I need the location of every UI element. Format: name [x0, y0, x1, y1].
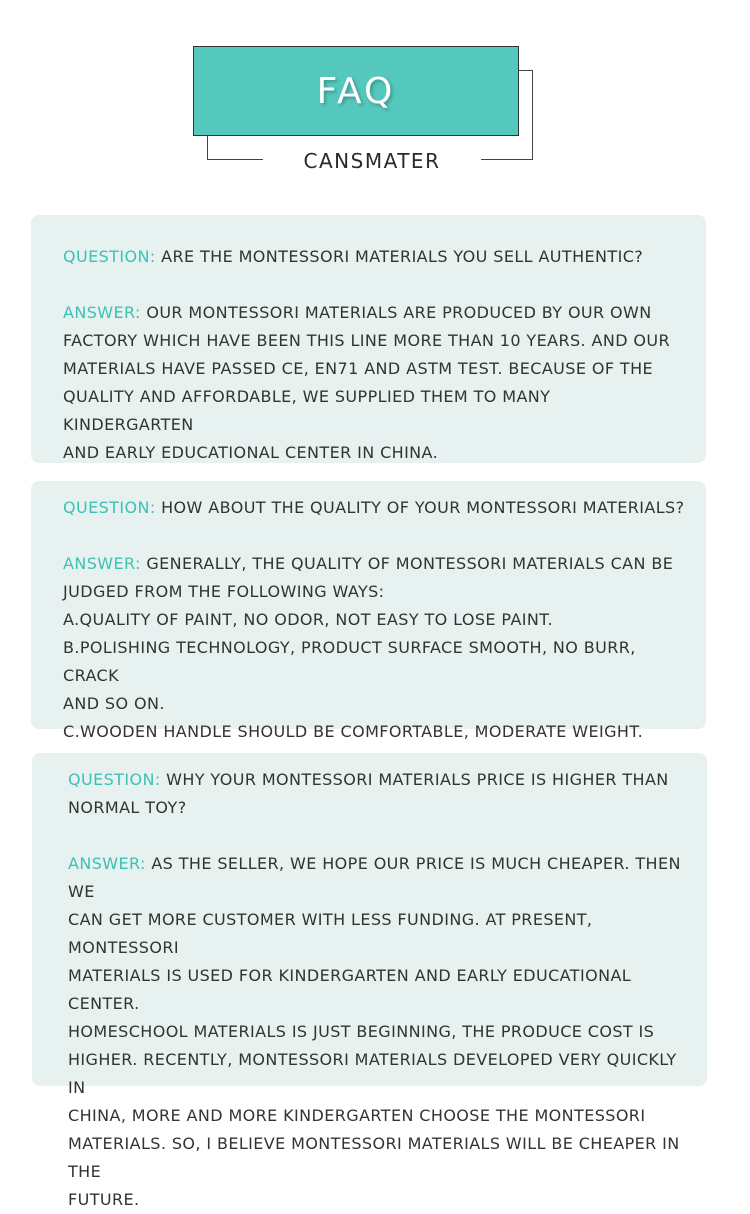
answer-line: AND EARLY EDUCATIONAL CENTER IN CHINA.	[63, 443, 439, 462]
answer-label: ANSWER:	[68, 854, 146, 873]
answer-line: FACTORY WHICH HAVE BEEN THIS LINE MORE THAN 10 YEARS. AND OUR	[63, 331, 671, 350]
faq-card-2	[31, 481, 706, 741]
answer-text: OUR MONTESSORI MATERIALS ARE PRODUCED BY OUR OWN	[146, 303, 652, 322]
answer-line: MATERIALS HAVE PASSED CE, EN71 AND ASTM TEST. BECAUSE OF THE	[63, 359, 654, 378]
question-text: WHY YOUR MONTESSORI MATERIALS PRICE IS HIGHER THAN	[166, 770, 669, 789]
question-line	[63, 494, 686, 522]
answer-text: AS THE SELLER, WE HOPE OUR PRICE IS MUCH CHEAPER. THEN WE	[68, 854, 681, 901]
question-label: QUESTION:	[63, 498, 156, 517]
question-text: ARE THE MONTESSORI MATERIALS YOU SELL AUTHENTIC?	[161, 247, 644, 266]
answer-line: CAN GET MORE CUSTOMER WITH LESS FUNDING. AT PRESENT, MONTESSORI	[68, 910, 593, 957]
answer-label: ANSWER:	[63, 303, 141, 322]
answer-line: A.QUALITY OF PAINT, NO ODOR, NOT EASY TO LOSE PAINT.	[63, 610, 554, 629]
faq-title-banner	[193, 46, 519, 136]
faq-card-3	[32, 753, 707, 1209]
faq-header	[0, 0, 750, 190]
answer-line: QUALITY AND AFFORDABLE, WE SUPPLIED THEM TO MANY KINDERGARTEN	[63, 387, 551, 434]
brand-label-container	[263, 146, 481, 176]
answer-line: MATERIALS. SO, I BELIEVE MONTESSORI MATERIALS WILL BE CHEAPER IN THE	[68, 1134, 680, 1181]
question-label: QUESTION:	[63, 247, 156, 266]
question-line	[68, 766, 687, 794]
answer-line: B.POLISHING TECHNOLOGY, PRODUCT SURFACE SMOOTH, NO BURR, CRACK	[63, 638, 636, 685]
answer-line	[63, 550, 686, 578]
answer-line: MATERIALS IS USED FOR KINDERGARTEN AND EARLY EDUCATIONAL CENTER.	[68, 966, 632, 1013]
question-line: NORMAL TOY?	[68, 798, 187, 817]
answer-line: HIGHER. RECENTLY, MONTESSORI MATERIALS DEVELOPED VERY QUICKLY IN	[68, 1050, 677, 1097]
answer-line	[63, 299, 686, 327]
faq-card-1	[31, 215, 706, 463]
answer-line: JUDGED FROM THE FOLLOWING WAYS:	[63, 582, 385, 601]
question-line	[63, 243, 686, 271]
answer-line: FUTURE.	[68, 1190, 140, 1209]
answer-line: AND SO ON.	[63, 694, 165, 713]
page-title: FAQ	[316, 70, 396, 112]
brand-name: CANSMATER	[303, 149, 441, 173]
answer-line	[68, 850, 687, 906]
question-text: HOW ABOUT THE QUALITY OF YOUR MONTESSORI MATERIALS?	[161, 498, 685, 517]
answer-text: GENERALLY, THE QUALITY OF MONTESSORI MATERIALS CAN BE	[146, 554, 674, 573]
question-label: QUESTION:	[68, 770, 161, 789]
answer-line: HOMESCHOOL MATERIALS IS JUST BEGINNING, THE PRODUCE COST IS	[68, 1022, 655, 1041]
answer-line: CHINA, MORE AND MORE KINDERGARTEN CHOOSE THE MONTESSORI	[68, 1106, 646, 1125]
answer-line: C.WOODEN HANDLE SHOULD BE COMFORTABLE, MODERATE WEIGHT.	[63, 722, 644, 741]
answer-label: ANSWER:	[63, 554, 141, 573]
